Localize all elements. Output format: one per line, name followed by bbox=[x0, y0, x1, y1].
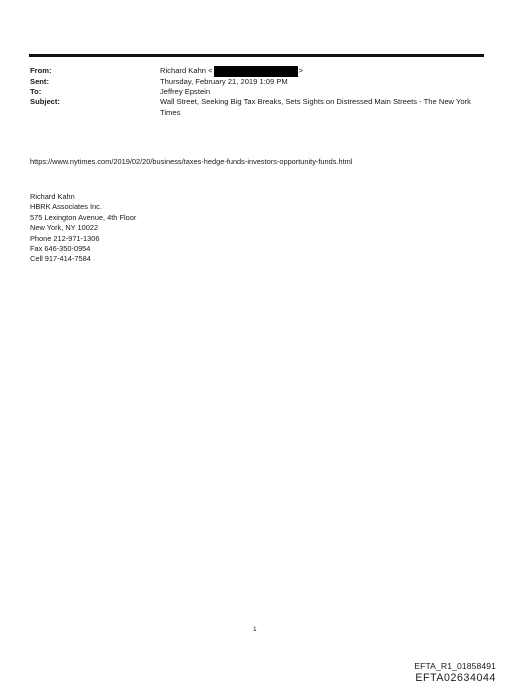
bates-number-secondary: EFTA02634044 bbox=[415, 672, 496, 684]
subject-label: Subject: bbox=[30, 97, 60, 107]
signature-address-line1: 575 Lexington Avenue, 4th Floor bbox=[30, 212, 137, 222]
signature-address-line2: New York, NY 10022 bbox=[30, 223, 99, 233]
from-label: From: bbox=[30, 66, 52, 75]
to-label: To: bbox=[30, 87, 42, 97]
sent-row bbox=[30, 77, 482, 87]
from-value bbox=[160, 66, 303, 77]
subject-value: Wall Street, Seeking Big Tax Breaks, Sets Sights on Distressed Main Streets - The New York Times bbox=[160, 97, 471, 117]
signature-cell: Cell 917-414-7584 bbox=[30, 254, 91, 264]
subject-row bbox=[30, 97, 482, 117]
redaction-block bbox=[214, 66, 298, 77]
signature-block bbox=[30, 192, 136, 265]
signature-phone: Phone 212-971-1306 bbox=[30, 233, 100, 243]
signature-company: HBRK Associates Inc. bbox=[30, 202, 102, 212]
signature-fax: Fax 646-350-0954 bbox=[30, 244, 91, 254]
article-link[interactable]: https://www.nytimes.com/2019/02/20/business/taxes-hedge-funds-investors-opportunity-funds.html bbox=[30, 157, 353, 166]
to-row bbox=[30, 87, 482, 97]
page-number: 1 bbox=[253, 626, 257, 633]
bates-number-primary: EFTA_R1_01858491 bbox=[414, 661, 496, 671]
header-divider bbox=[29, 54, 484, 57]
sent-label: Sent: bbox=[30, 77, 49, 86]
email-header bbox=[30, 66, 482, 118]
from-row bbox=[30, 66, 482, 77]
signature-name: Richard Kahn bbox=[30, 192, 75, 201]
from-name: Richard Kahn < bbox=[160, 66, 213, 76]
sent-value: Thursday, February 21, 2019 1:09 PM bbox=[160, 77, 288, 86]
from-close: > bbox=[298, 66, 303, 76]
to-value: Jeffrey Epstein bbox=[160, 87, 211, 97]
